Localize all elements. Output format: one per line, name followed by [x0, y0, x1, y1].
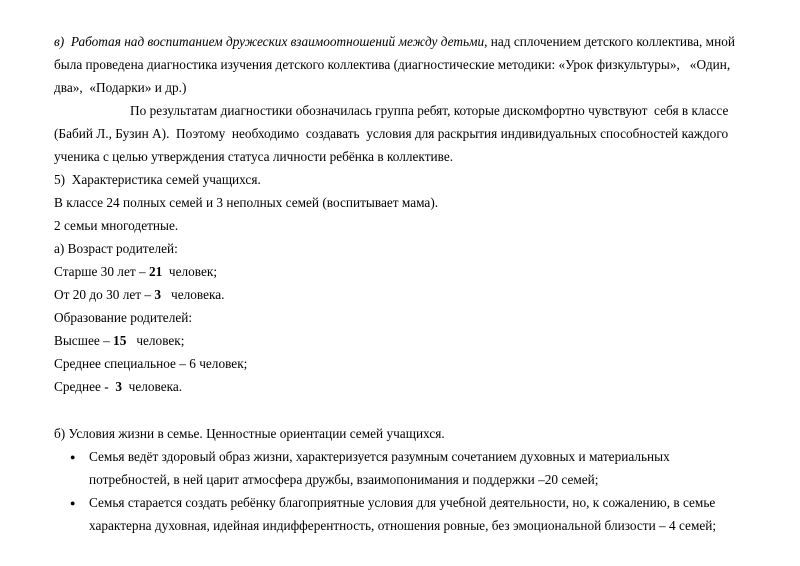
bullet-icon: ● — [70, 498, 76, 508]
age-over-30-suffix: человек; — [162, 264, 218, 279]
results-line-2: (Бабий Л., Бузин А). Поэтому необходимо создавать условия для раскрытия индивидуальных способностей каждого — [54, 126, 729, 141]
age-20-30 — [54, 287, 224, 303]
list-item-1-line-2: потребностей, в ней царит атмосфера дружбы, взаимопонимания и поддержки –20 семей; — [89, 472, 599, 487]
education-higher-suffix: человек; — [126, 333, 185, 348]
age-over-30-prefix: Старше 30 лет – — [54, 264, 149, 279]
age-20-30-suffix: человека. — [161, 287, 225, 302]
education-secondary-prefix: Среднее - — [54, 379, 116, 394]
section-v-heading: Работая над воспитанием дружеских взаимоотношений между детьми — [70, 34, 485, 49]
results-line-3: ученика с целью утверждения статуса личности ребёнка в коллективе. — [54, 149, 454, 164]
list-item-1-line-1: Семья ведёт здоровый образ жизни, характеризуется разумным сочетанием духовных и материальных — [89, 449, 670, 464]
age-20-30-count: 3 — [154, 287, 162, 302]
education-higher-count: 15 — [113, 333, 127, 348]
section-v-line-2: была проведена диагностика изучения детского коллектива (диагностические методики: «Урок физкультуры», «Один, — [54, 57, 731, 72]
age-over-30 — [54, 264, 217, 280]
section-v-line-1-rest: , над сплочением детского коллектива, мной — [484, 34, 735, 49]
education-secondary-suffix: человека. — [122, 379, 183, 394]
list-item-2-line-2: характерна духовная, идейная индифферентность, отношения ровные, без эмоциональной близости – 4 семей; — [89, 518, 717, 533]
list-item-2-line-1: Семья старается создать ребёнку благоприятные условия для учебной деятельности, но, к сожалению, в семье — [89, 495, 716, 510]
families-count: В классе 24 полных семей и 3 неполных семей (воспитывает мама). — [54, 195, 439, 210]
section-5-title: 5) Характеристика семей учащихся. — [54, 172, 261, 187]
section-v-label: в) — [54, 34, 65, 49]
age-heading: а) Возраст родителей: — [54, 241, 178, 256]
education-higher — [54, 333, 184, 349]
education-special: Среднее специальное – 6 человек; — [54, 356, 248, 371]
section-v-line-3: два», «Подарки» и др.) — [54, 80, 187, 95]
bullet-icon: ● — [70, 452, 76, 462]
education-secondary-count: 3 — [115, 379, 122, 394]
age-20-30-prefix: От 20 до 30 лет – — [54, 287, 155, 302]
education-heading: Образование родителей: — [54, 310, 193, 325]
large-families: 2 семьи многодетные. — [54, 218, 179, 233]
section-v-line-1 — [54, 34, 735, 50]
age-over-30-count: 21 — [148, 264, 163, 279]
results-line-1: По результатам диагностики обозначилась группа ребят, которые дискомфортно чувствуют себя в классе — [130, 103, 729, 118]
education-higher-prefix: Высшее – — [54, 333, 114, 348]
section-b-title: б) Условия жизни в семье. Ценностные ориентации семей учащихся. — [54, 426, 445, 441]
education-secondary — [54, 379, 182, 395]
